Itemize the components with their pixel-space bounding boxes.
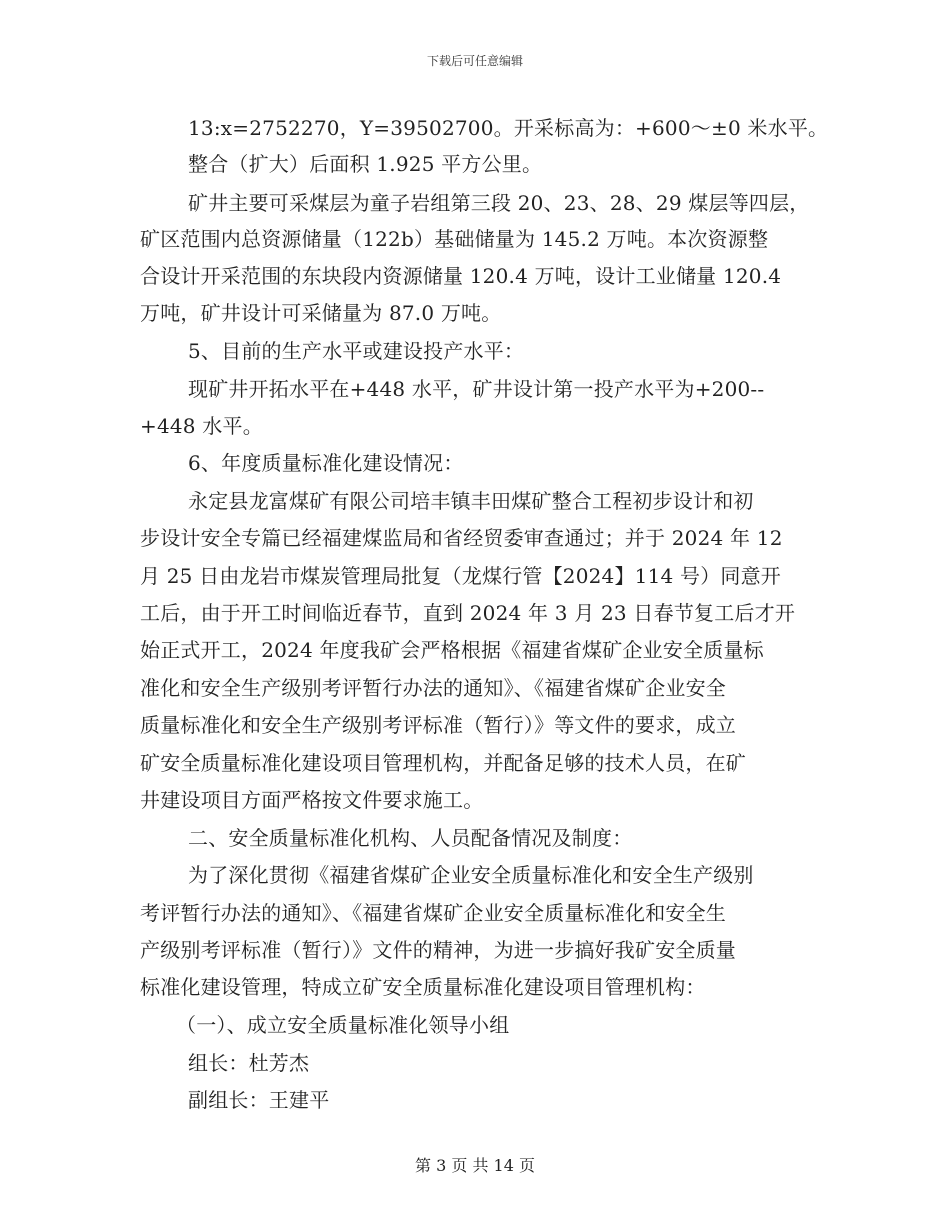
text-line: +448 水平。 (140, 414, 263, 438)
text-line: 始正式开工，2024 年度我矿会严格根据《福建省煤矿企业安全质量标 (140, 638, 764, 662)
text-line: 合设计开采范围的东块段内资源储量 120.4 万吨，设计工业储量 120.4 (140, 264, 782, 288)
text-line: 13:x=2752270，Y=39502700。开采标高为：+600～±0 米水平。 (188, 116, 829, 140)
text-line: 为了深化贯彻《福建省煤矿企业安全质量标准化和安全生产级别 (188, 863, 754, 887)
text-line: 组长：杜芳杰 (188, 1051, 310, 1075)
text-line: 步设计安全专篇已经福建煤监局和省经贸委审查通过；并于 2024 年 12 (140, 526, 783, 550)
text-line: 6、年度质量标准化建设情况： (188, 451, 464, 475)
text-line: 质量标准化和安全生产级别考评标准（暂行）》等文件的要求，成立 (140, 713, 736, 737)
text-line: 月 25 日由龙岩市煤炭管理局批复（龙煤行管【2024】114 号）同意开 (140, 564, 781, 588)
text-line: 准化和安全生产级别考评暂行办法的通知》、《福建省煤矿企业安全 (140, 676, 726, 700)
text-line: 万吨，矿井设计可采储量为 87.0 万吨。 (140, 301, 502, 325)
page-header: 下载后可任意编辑 (426, 54, 523, 68)
text-line: 整合（扩大）后面积 1.925 平方公里。 (188, 152, 543, 176)
text-line: 工后，由于开工时间临近春节，直到 2024 年 3 月 23 日春节复工后才开 (140, 601, 796, 625)
text-line: 井建设项目方面严格按文件要求施工。 (140, 788, 484, 812)
page-number: 第 3 页 共 14 页 (415, 1156, 535, 1175)
text-line: 矿井主要可采煤层为童子岩组第三段 20、23、28、29 煤层等四层， (188, 191, 810, 215)
text-line: 矿安全质量标准化建设项目管理机构，并配备足够的技术人员，在矿 (140, 751, 746, 775)
text-line: 产级别考评标准（暂行）》文件的精神，为进一步搞好我矿安全质量 (140, 938, 736, 962)
section-heading: 二、安全质量标准化机构、人员配备情况及制度： (188, 826, 633, 850)
text-line: 标准化建设管理，特成立矿安全质量标准化建设项目管理机构： (140, 975, 706, 999)
text-line: 矿区范围内总资源储量（122b）基础储量为 145.2 万吨。本次资源整 (140, 227, 769, 251)
text-line: 永定县龙富煤矿有限公司培丰镇丰田煤矿整合工程初步设计和初 (188, 489, 754, 513)
text-line: 5、目前的生产水平或建设投产水平： (188, 339, 525, 363)
text-line: 考评暂行办法的通知》、《福建省煤矿企业安全质量标准化和安全生 (140, 901, 726, 925)
page-footer (0, 1153, 950, 1176)
subsection-heading: （一）、成立安全质量标准化领导小组 (176, 1013, 510, 1037)
text-line: 现矿井开拓水平在+448 水平，矿井设计第一投产水平为+200-- (188, 377, 765, 401)
text-line: 副组长：王建平 (188, 1088, 330, 1112)
